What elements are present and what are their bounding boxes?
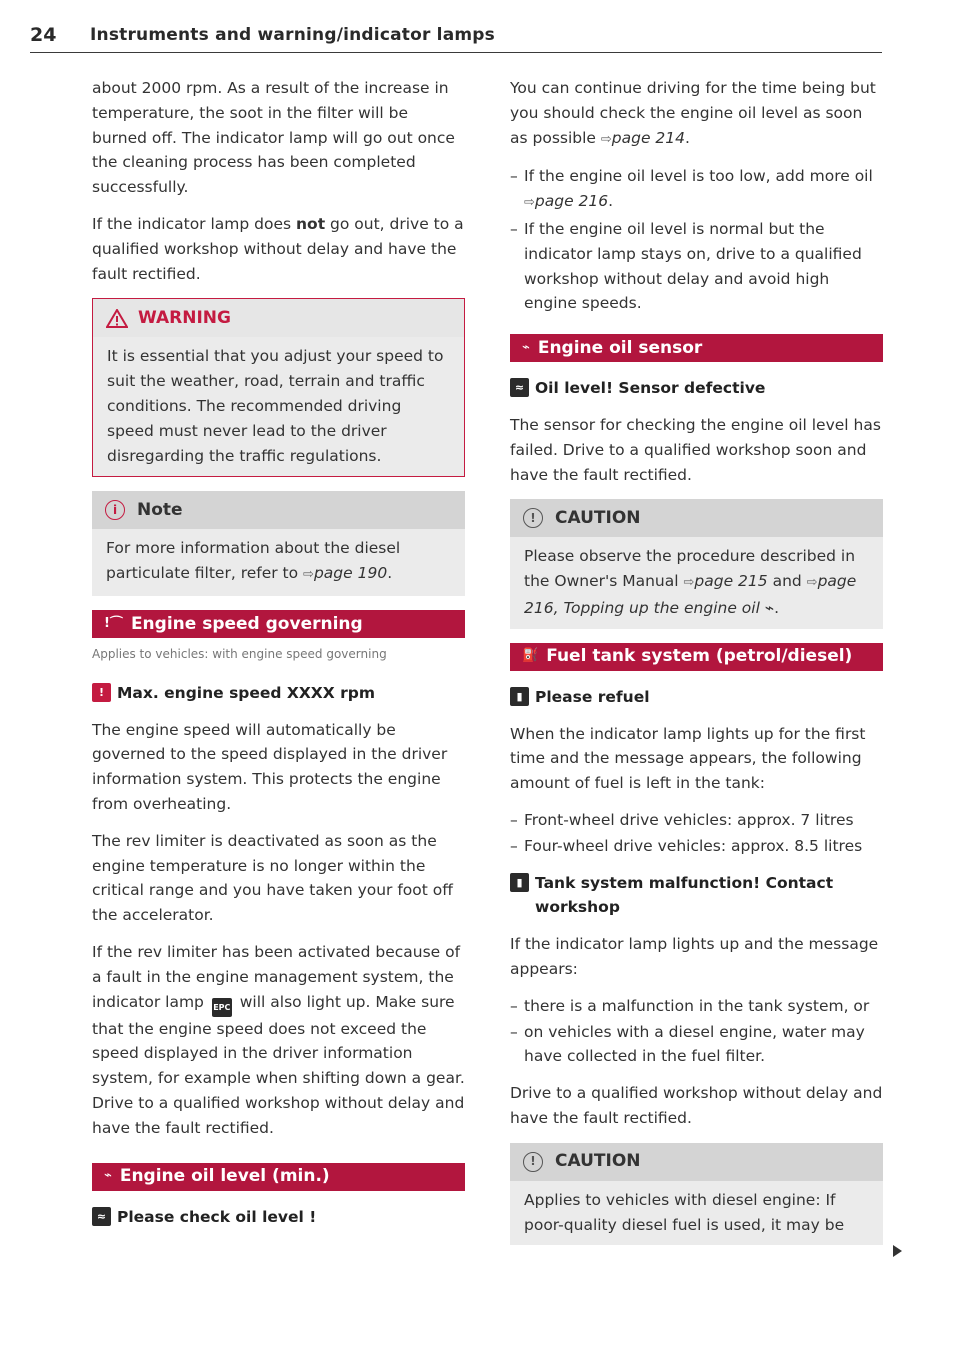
fuel-pump-icon: ⛽ (522, 648, 539, 664)
list-item: – If the engine oil level is normal but the indicator lamp stays on, drive to a qualified workshop without delay and avoid high engine speeds. (510, 217, 883, 316)
oil-can-icon: ⌁ (764, 598, 775, 617)
warning-header (93, 299, 464, 337)
caution-header (510, 499, 883, 537)
paragraph: The engine speed will automatically be governed to the speed displayed in the driver information system. This protects the engine from overheating. (92, 720, 448, 813)
paragraph: If the rev limiter has been activated because of a fault in the engine management system, the indicator lamp EPC will also light up. Make sure that the engine speed does not exceed the speed displayed in the driver information system, for example when shifting down a gear. Drive to a qualified workshop without delay and have the fault rectified. (92, 942, 465, 1137)
oil-sensor-lamp-icon: ≈ (510, 378, 529, 397)
caution-header (510, 1143, 883, 1181)
fuel-malfunction-lamp-icon: ▮ (510, 873, 529, 892)
speed-governing-icon: !⌒ (104, 615, 123, 631)
paragraph: When the indicator lamp lights up for the first time and the message appears, the following amount of fuel is left in the tank: (510, 724, 866, 793)
speed-governing-lamp-icon: ! (92, 683, 111, 702)
page-reference-link[interactable]: page 190 (313, 564, 388, 583)
section-fuel-tank-system (510, 643, 883, 671)
list-item: – Four-wheel drive vehicles: approx. 8.5 litres (510, 834, 883, 859)
list (510, 808, 883, 859)
caution-icon: ! (523, 508, 543, 528)
info-icon: i (105, 500, 125, 520)
page-reference-link[interactable]: page 216 (534, 192, 609, 211)
paragraph: If the indicator lamp does not go out, drive to a qualified workshop without delay and have the fault rectified. (92, 214, 464, 283)
caution-box (510, 1143, 883, 1246)
caution-text: Applies to vehicles with diesel engine: If poor-quality diesel fuel is used, it may be (524, 1190, 845, 1234)
caution-text: Please observe the procedure described in the Owner's Manual ⇨page 215 and ⇨page 216, Topping up the engine oil ⌁. (524, 547, 857, 617)
caution-box (510, 499, 883, 628)
list-item: – on vehicles with a diesel engine, water may have collected in the fuel filter. (510, 1020, 883, 1070)
right-column (510, 76, 883, 1259)
applies-to: Applies to vehicles: with engine speed governing (92, 646, 387, 661)
fuel-lamp-icon: ▮ (510, 687, 529, 706)
caution-icon: ! (523, 1152, 543, 1172)
note-text: For more information about the diesel particulate filter, refer to ⇨page 190. (106, 539, 401, 583)
epc-lamp-icon: EPC (212, 998, 232, 1017)
warning-text: It is essential that you adjust your speed to suit the weather, road, terrain and traffic conditions. The recommended driving speed must never lead to the driver disregarding the traffic regulations. (107, 347, 444, 465)
note-header (92, 491, 465, 529)
caution-title: CAUTION (555, 1151, 641, 1172)
oil-can-icon: ⌁ (104, 1168, 112, 1184)
warning-box (92, 298, 465, 477)
oil-can-icon: ⌁ (522, 339, 530, 355)
page-reference-link[interactable]: page 216, Topping up the engine oil (524, 572, 857, 617)
list (510, 994, 883, 1069)
list-item: – there is a malfunction in the tank system, or (510, 994, 883, 1019)
section-title: Engine speed governing (130, 613, 363, 634)
subheading: ▮ Tank system malfunction! Contact workshop (510, 871, 883, 921)
section-title: Fuel tank system (petrol/diesel) (546, 646, 853, 667)
subheading: ≈ Please check oil level ! (92, 1205, 465, 1230)
paragraph: You can continue driving for the time being but you should check the engine oil level as soon as possible ⇨page 214. (510, 79, 876, 147)
list (510, 164, 883, 316)
caution-title: CAUTION (555, 507, 641, 528)
paragraph: about 2000 rpm. As a result of the increase in temperature, the soot in the filter will be burned off. The indicator lamp will go out once the cleaning process has been completed successfully. (92, 79, 455, 197)
note-box (92, 491, 465, 596)
section-title: Engine oil sensor (537, 337, 703, 358)
left-column (92, 76, 465, 1241)
page-title: Instruments and warning/indicator lamps (90, 25, 495, 45)
section-engine-oil-sensor (510, 334, 883, 362)
subheading: ! Max. engine speed XXXX rpm (92, 681, 465, 706)
page-reference-link[interactable]: page 214 (611, 128, 686, 147)
paragraph: The rev limiter is deactivated as soon as the engine temperature is no longer within the critical range and you have taken your foot off the accelerator. (92, 831, 453, 925)
continue-arrow-icon (893, 1245, 902, 1257)
subheading: ≈ Oil level! Sensor defective (510, 376, 883, 401)
list-item: – If the engine oil level is too low, add more oil ⇨page 216. (510, 164, 883, 216)
section-engine-speed-governing (92, 610, 465, 638)
section-engine-oil-level (92, 1163, 465, 1191)
note-title: Note (137, 499, 183, 520)
paragraph: The sensor for checking the engine oil level has failed. Drive to a qualified workshop soon and have the fault rectified. (510, 415, 881, 484)
subheading: ▮ Please refuel (510, 685, 883, 710)
page-reference-link[interactable]: page 215 (694, 572, 768, 591)
warning-triangle-icon (106, 309, 128, 328)
warning-title: WARNING (138, 307, 231, 328)
page-header (30, 22, 882, 53)
paragraph: If the indicator lamp lights up and the message appears: (510, 935, 879, 978)
list-item: – Front-wheel drive vehicles: approx. 7 litres (510, 808, 883, 833)
paragraph: Drive to a qualified workshop without delay and have the fault rectified. (510, 1084, 883, 1127)
oil-lamp-icon: ≈ (92, 1207, 111, 1226)
page-number: 24 (30, 24, 57, 46)
section-title: Engine oil level (min.) (119, 1166, 330, 1187)
